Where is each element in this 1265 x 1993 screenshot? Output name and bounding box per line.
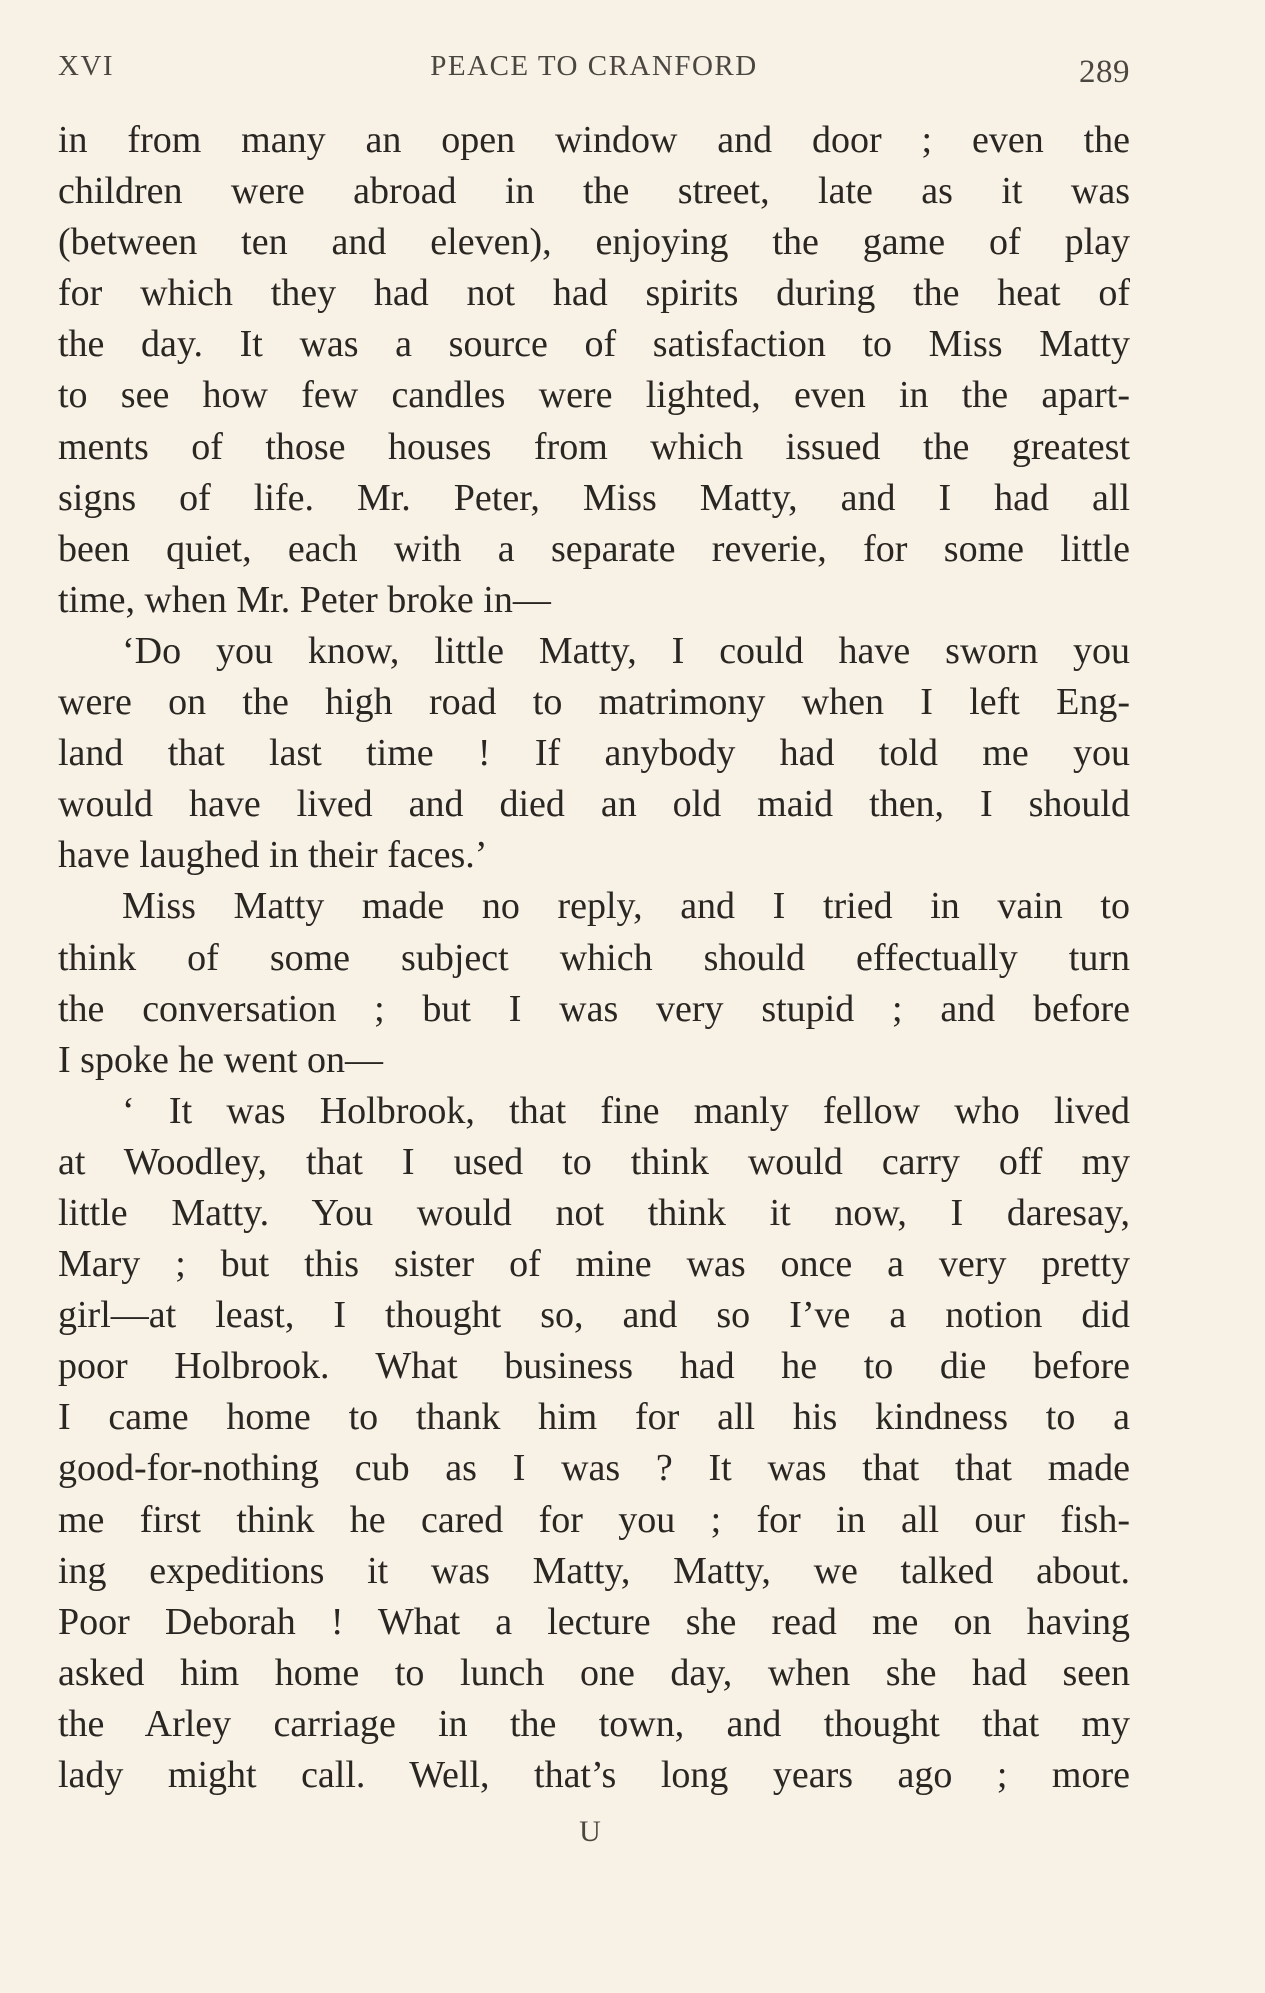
- text-line: to see how few candles were lighted, even in the apart-: [58, 374, 1130, 417]
- text-line: girl—at least, I thought so, and so I’ve a notion did: [58, 1294, 1130, 1337]
- text-line: been quiet, each with a separate reverie, for some little: [58, 527, 1130, 570]
- running-title: PEACE TO CRANFORD: [430, 50, 758, 82]
- chapter-number: XVI: [58, 50, 115, 82]
- text-line: Miss Matty made no reply, and I tried in vain to: [122, 885, 1130, 928]
- text-line: Poor Deborah ! What a lecture she read me on having: [58, 1600, 1130, 1643]
- running-head: [58, 44, 1130, 90]
- text-line: me first think he cared for you ; for in all our fish-: [58, 1498, 1130, 1541]
- text-line: time, when Mr. Peter broke in—: [58, 578, 551, 621]
- text-line: were on the high road to matrimony when I left Eng-: [58, 681, 1130, 724]
- text-line: children were abroad in the street, late as it was: [58, 170, 1130, 213]
- text-line: for which they had not had spirits during the heat of: [58, 272, 1130, 315]
- text-line: ments of those houses from which issued the greatest: [58, 425, 1130, 468]
- text-line: in from many an open window and door ; even the: [58, 119, 1130, 161]
- text-line: the day. It was a source of satisfaction to Miss Matty: [58, 323, 1130, 366]
- text-line: little Matty. You would not think it now, I daresay,: [58, 1191, 1130, 1234]
- text-line: ing expeditions it was Matty, Matty, we talked about.: [58, 1549, 1130, 1592]
- text-line: poor Holbrook. What business had he to die before: [58, 1345, 1130, 1388]
- text-line: lady might call. Well, that’s long years ago ; more: [58, 1754, 1130, 1796]
- text-line: ‘ It was Holbrook, that fine manly fellow who lived: [122, 1089, 1130, 1132]
- signature-mark: U: [579, 1815, 603, 1848]
- text-line: land that last time ! If anybody had told me you: [58, 732, 1130, 775]
- body-text: [58, 115, 1130, 1801]
- text-line: the conversation ; but I was very stupid ; and before: [58, 987, 1130, 1030]
- text-line: the Arley carriage in the town, and thought that my: [58, 1702, 1130, 1745]
- text-line: have laughed in their faces.’: [58, 834, 488, 877]
- text-line: at Woodley, that I used to think would carry off my: [58, 1140, 1130, 1183]
- text-line: ‘Do you know, little Matty, I could have sworn you: [122, 629, 1130, 672]
- text-line: (between ten and eleven), enjoying the game of play: [58, 221, 1130, 264]
- text-line: asked him home to lunch one day, when she had seen: [58, 1651, 1130, 1694]
- text-line: think of some subject which should effectually turn: [58, 936, 1130, 979]
- page-number: 289: [1079, 54, 1130, 90]
- text-line: good-for-nothing cub as I was ? It was that that made: [58, 1447, 1130, 1490]
- text-line: would have lived and died an old maid then, I should: [58, 783, 1130, 826]
- text-line: Mary ; but this sister of mine was once a very pretty: [58, 1243, 1130, 1286]
- text-line: I came home to thank him for all his kindness to a: [58, 1396, 1130, 1439]
- text-line: I spoke he went on—: [58, 1038, 384, 1081]
- text-line: signs of life. Mr. Peter, Miss Matty, and I had all: [58, 476, 1130, 519]
